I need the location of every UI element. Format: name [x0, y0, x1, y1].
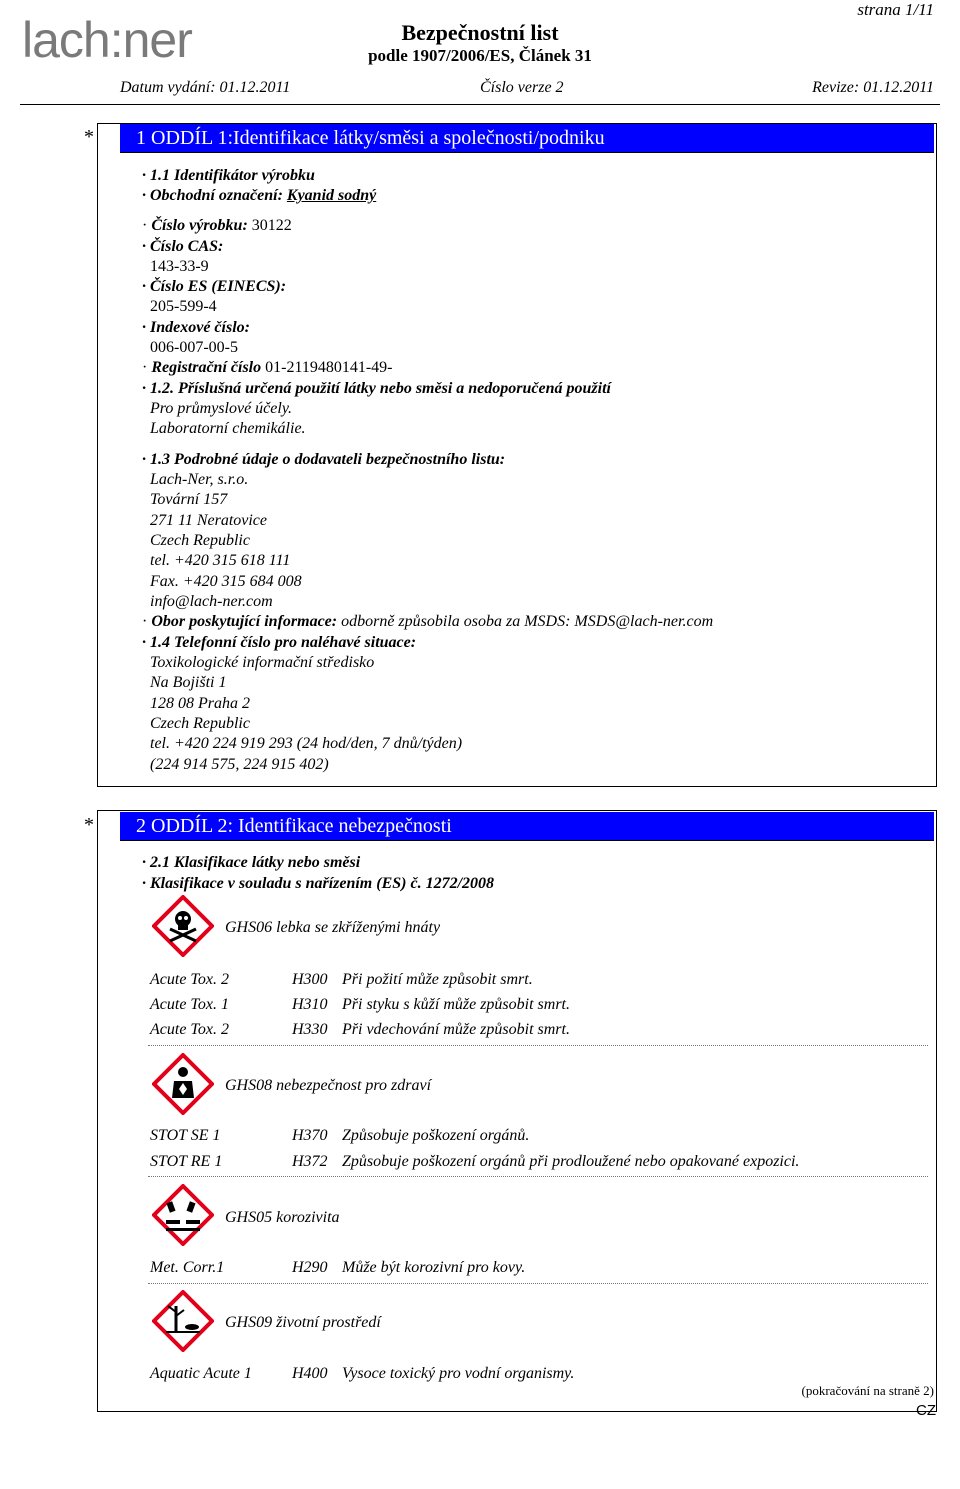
emergency-phone: tel. +420 224 919 293 (24 hod/den, 7 dnů/týden): [150, 735, 463, 752]
cas-label: · Číslo CAS:: [142, 238, 224, 255]
trade-name: Kyanid sodný: [286, 187, 377, 204]
corrosion-icon: [152, 1184, 214, 1246]
page-number: strana 1/11: [857, 0, 934, 19]
emergency-org: Toxikologické informační středisko: [150, 654, 375, 671]
trade-name-row: · Obchodní označení: Kyanid sodný: [142, 187, 377, 204]
product-number-row: · Číslo výrobku: 30122: [142, 217, 292, 234]
change-marker: *: [84, 814, 94, 836]
section-1-heading: 1 ODDÍL 1:Identifikace látky/směsi a společnosti/podniku: [120, 124, 934, 153]
supplier-street: Tovární 157: [150, 491, 228, 508]
hazard-category: Acute Tox. 2: [150, 971, 229, 988]
continued-note: (pokračování na straně 2): [801, 1383, 934, 1398]
revision-date: Revize: 01.12.2011: [812, 79, 934, 96]
change-marker: *: [84, 126, 94, 148]
emergency-country: Czech Republic: [150, 715, 250, 732]
hazard-statement: Způsobuje poškození orgánů při prodloužené nebo opakované expozici.: [342, 1153, 800, 1170]
subsection-1-4: · 1.4 Telefonní číslo pro naléhavé situace:: [142, 634, 417, 651]
group-divider: [148, 1045, 928, 1046]
ghs08-label: GHS08 nebezpečnost pro zdraví: [225, 1077, 432, 1094]
index-number: 006-007-00-5: [150, 339, 238, 356]
emergency-city: 128 08 Praha 2: [150, 695, 250, 712]
health-hazard-icon: [152, 1053, 214, 1115]
hazard-category: Met. Corr.1: [150, 1259, 225, 1276]
supplier-email[interactable]: info@lach-ner.com: [150, 593, 273, 610]
hazard-category: STOT RE 1: [150, 1153, 223, 1170]
subsection-2-1: · 2.1 Klasifikace látky nebo směsi: [142, 854, 361, 871]
hazard-code: H330: [292, 1021, 328, 1038]
hazard-statement: Při požití může způsobit smrt.: [342, 971, 533, 988]
ghs06-label: GHS06 lebka se zkříženými hnáty: [225, 919, 441, 936]
hazard-code: H300: [292, 971, 328, 988]
hazard-code: H400: [292, 1365, 328, 1382]
ghs05-label: GHS05 korozivita: [225, 1209, 340, 1226]
hazard-statement: Při styku s kůží může způsobit smrt.: [342, 996, 570, 1013]
subsection-1-3: · 1.3 Podrobné údaje o dodavateli bezpečnostního listu:: [142, 451, 506, 468]
supplier-phone: tel. +420 315 618 111: [150, 552, 291, 569]
emergency-alt-phones: (224 914 575, 224 915 402): [150, 756, 329, 773]
hazard-category: Acute Tox. 1: [150, 996, 229, 1013]
supplier-name: Lach-Ner, s.r.o.: [150, 471, 249, 488]
supplier-fax: Fax. +420 315 684 008: [150, 573, 302, 590]
section-2-heading: 2 ODDÍL 2: Identifikace nebezpečnosti: [120, 812, 934, 841]
hazard-statement: Může být korozivní pro kovy.: [342, 1259, 526, 1276]
hazard-code: H370: [292, 1127, 328, 1144]
skull-crossbones-icon: [152, 895, 214, 957]
hazard-statement: Způsobuje poškození orgánů.: [342, 1127, 530, 1144]
hazard-code: H290: [292, 1259, 328, 1276]
document-subtitle: podle 1907/2006/ES, Článek 31: [368, 46, 592, 65]
info-dept-row: · Obor poskytující informace: odborně způsobila osoba za MSDS: MSDS@lach-ner.com: [142, 613, 714, 630]
language-code: CZ: [916, 1402, 936, 1419]
ghs09-label: GHS09 životní prostředí: [225, 1314, 381, 1331]
document-title: Bezpečnostní list: [401, 20, 559, 45]
hazard-code: H310: [292, 996, 328, 1013]
issue-date: Datum vydání: 01.12.2011: [120, 79, 291, 96]
es-label: · Číslo ES (EINECS):: [142, 278, 287, 295]
environment-icon: [152, 1290, 214, 1352]
hazard-category: Acute Tox. 2: [150, 1021, 229, 1038]
hazard-category: STOT SE 1: [150, 1127, 221, 1144]
hazard-statement: Při vdechování může způsobit smrt.: [342, 1021, 570, 1038]
registration-row: · Registrační číslo 01-2119480141-49-: [142, 359, 393, 376]
classification-regulation: · Klasifikace v souladu s nařízením (ES) č. 1272/2008: [142, 875, 495, 892]
subsection-1-1: · 1.1 Identifikátor výrobku: [142, 167, 315, 184]
emergency-street: Na Bojišti 1: [150, 674, 227, 691]
section-2-box: [97, 810, 937, 1412]
hazard-statement: Vysoce toxický pro vodní organismy.: [342, 1365, 575, 1382]
supplier-country: Czech Republic: [150, 532, 250, 549]
supplier-city: 271 11 Neratovice: [150, 512, 268, 529]
group-divider: [148, 1176, 928, 1177]
hazard-code: H372: [292, 1153, 328, 1170]
company-logo: lach:ner: [22, 12, 192, 68]
cas-number: 143-33-9: [150, 258, 209, 275]
hazard-category: Aquatic Acute 1: [150, 1365, 252, 1382]
subsection-1-2: · 1.2. Příslušná určená použití látky nebo směsi a nedoporučená použití: [142, 380, 611, 397]
version-number: Číslo verze 2: [480, 79, 564, 96]
index-label: · Indexové číslo:: [142, 319, 250, 336]
group-divider: [148, 1283, 928, 1284]
info-dept-value[interactable]: odborně způsobila osoba za MSDS: MSDS@lach-ner.com: [341, 613, 714, 630]
header-divider: [20, 104, 940, 105]
use-laboratory: Laboratorní chemikálie.: [150, 420, 306, 437]
es-number: 205-599-4: [150, 298, 217, 315]
use-industrial: Pro průmyslové účely.: [150, 400, 293, 417]
